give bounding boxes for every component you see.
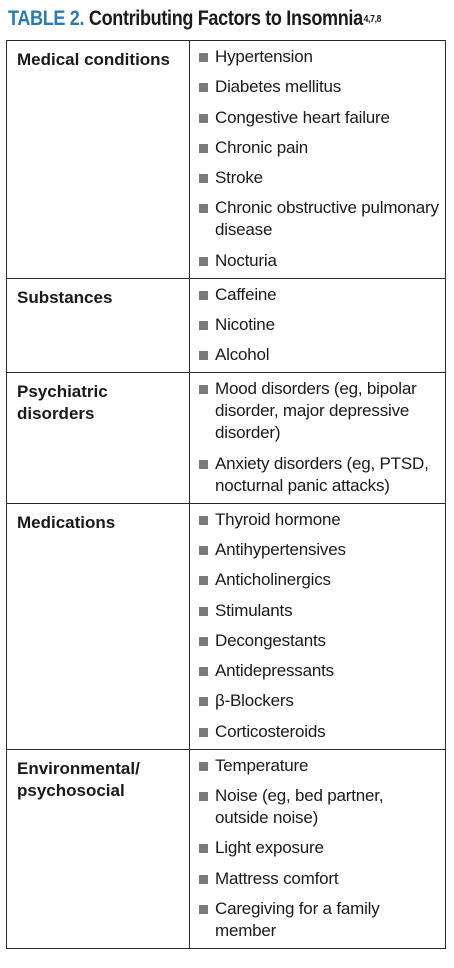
table-title — [8, 4, 381, 34]
category-cell: Environmental/ psychosocial — [7, 749, 190, 948]
table-title-text: Contributing Factors to Insomnia — [88, 7, 363, 30]
list-item: β-Blockers — [198, 690, 439, 712]
items-cell — [190, 503, 446, 749]
list-item: Stroke — [198, 167, 439, 189]
square-bullet-icon — [199, 174, 208, 183]
category-cell: Medical conditions — [7, 41, 190, 279]
square-bullet-icon — [199, 607, 208, 616]
list-item: Thyroid hormone — [198, 509, 439, 531]
list-item: Stimulants — [198, 600, 439, 622]
square-bullet-icon — [199, 144, 208, 153]
list-item: Noise (eg, bed partner, outside noise) — [198, 785, 439, 829]
list-item: Diabetes mellitus — [198, 76, 439, 98]
square-bullet-icon — [199, 204, 208, 213]
square-bullet-icon — [199, 291, 208, 300]
square-bullet-icon — [199, 875, 208, 884]
list-item: Nicotine — [198, 314, 439, 336]
square-bullet-icon — [199, 351, 208, 360]
table-row — [7, 41, 446, 279]
list-item: Antihypertensives — [198, 539, 439, 561]
list-item: Temperature — [198, 755, 439, 777]
list-item: Antidepressants — [198, 660, 439, 682]
items-cell — [190, 41, 446, 279]
list-item: Alcohol — [198, 344, 439, 366]
list-item: Hypertension — [198, 46, 439, 68]
square-bullet-icon — [199, 697, 208, 706]
square-bullet-icon — [199, 576, 208, 585]
category-cell: Substances — [7, 278, 190, 373]
table-row — [7, 373, 446, 503]
square-bullet-icon — [199, 546, 208, 555]
list-item: Decongestants — [198, 630, 439, 652]
square-bullet-icon — [199, 114, 208, 123]
table-row — [7, 749, 446, 948]
square-bullet-icon — [199, 792, 208, 801]
list-item: Corticosteroids — [198, 721, 439, 743]
items-cell — [190, 373, 446, 503]
factors-table — [6, 40, 446, 949]
table-label: TABLE 2. — [8, 7, 85, 30]
table-row — [7, 278, 446, 373]
square-bullet-icon — [199, 905, 208, 914]
table-row — [7, 503, 446, 749]
square-bullet-icon — [199, 257, 208, 266]
square-bullet-icon — [199, 728, 208, 737]
list-item: Congestive heart failure — [198, 107, 439, 129]
table-references: 4,7,8 — [363, 14, 382, 25]
items-cell — [190, 749, 446, 948]
factor-list — [198, 755, 439, 942]
square-bullet-icon — [199, 637, 208, 646]
square-bullet-icon — [199, 667, 208, 676]
list-item: Anticholinergics — [198, 569, 439, 591]
category-cell: Medications — [7, 503, 190, 749]
list-item: Light exposure — [198, 837, 439, 859]
square-bullet-icon — [199, 762, 208, 771]
list-item: Anxiety disorders (eg, PTSD, nocturnal panic attacks) — [198, 453, 439, 497]
factor-list — [198, 378, 439, 496]
square-bullet-icon — [199, 53, 208, 62]
list-item: Mattress comfort — [198, 868, 439, 890]
factor-list — [198, 509, 439, 743]
list-item: Mood disorders (eg, bipolar disorder, major depressive disorder) — [198, 378, 439, 444]
square-bullet-icon — [199, 460, 208, 469]
square-bullet-icon — [199, 321, 208, 330]
square-bullet-icon — [199, 516, 208, 525]
list-item: Chronic pain — [198, 137, 439, 159]
factor-list — [198, 284, 439, 367]
category-cell: Psychiatric disorders — [7, 373, 190, 503]
factor-list — [198, 46, 439, 272]
list-item: Nocturia — [198, 250, 439, 272]
list-item: Chronic obstructive pulmonary disease — [198, 197, 439, 241]
square-bullet-icon — [199, 844, 208, 853]
square-bullet-icon — [199, 83, 208, 92]
items-cell — [190, 278, 446, 373]
square-bullet-icon — [199, 385, 208, 394]
list-item: Caffeine — [198, 284, 439, 306]
list-item: Caregiving for a family member — [198, 898, 439, 942]
